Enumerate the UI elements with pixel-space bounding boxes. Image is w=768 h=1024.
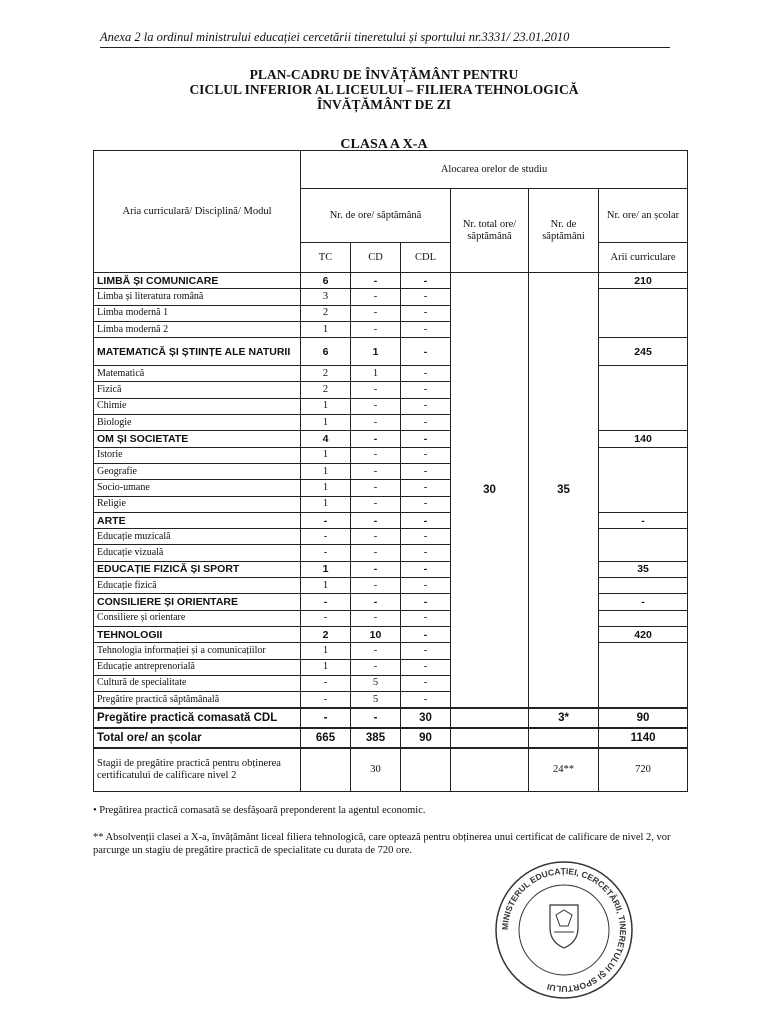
cell-cd: 1	[351, 338, 401, 366]
document-title	[0, 67, 768, 112]
discipline-name: Tehnologia informației și a comunicațiilor	[94, 643, 301, 659]
cell-tc: 1	[301, 415, 351, 431]
discipline-name: Religie	[94, 496, 301, 512]
cell-cdl: -	[401, 480, 451, 496]
cell-cd: 5	[351, 692, 401, 708]
cell-cdl: -	[401, 545, 451, 561]
cell-annual: 140	[599, 431, 688, 447]
cell-tc: -	[301, 512, 351, 528]
cell-cdl: -	[401, 273, 451, 289]
cell-cd: -	[351, 529, 401, 545]
cell-cd: -	[351, 431, 401, 447]
table-row	[94, 529, 688, 545]
cell-annual: 210	[599, 273, 688, 289]
cell-tc: 2	[301, 382, 351, 398]
cell-tc: 1	[301, 643, 351, 659]
total-row-label: Total ore/ an școlar	[94, 728, 301, 748]
cell-cdl: -	[401, 610, 451, 626]
cell-tc: 1	[301, 496, 351, 512]
cell-tc: -	[301, 594, 351, 610]
header-tc: TC	[301, 243, 351, 273]
cell-cdl: -	[401, 675, 451, 691]
cell-cdl: -	[401, 529, 451, 545]
cell-tc: -	[301, 529, 351, 545]
discipline-name: Limba și literatura română	[94, 289, 301, 305]
class-heading: CLASA A X-A	[340, 137, 428, 152]
cell-tc: 6	[301, 338, 351, 366]
title-line-1: PLAN-CADRU DE ÎNVĂȚĂMÂNT PENTRU	[249, 67, 519, 82]
comasata-row	[94, 708, 688, 728]
cell-annual-empty	[599, 643, 688, 708]
cell-annual: 1140	[599, 728, 688, 748]
cell-cd: -	[351, 382, 401, 398]
discipline-name: Limba modernă 1	[94, 305, 301, 321]
cell-tc: 1	[301, 463, 351, 479]
cell-cdl	[401, 748, 451, 792]
annex-reference: Anexa 2 la ordinul ministrului educației cercetării tineretului și sportului nr.3331/ 23.01.2010	[100, 30, 670, 48]
header-aria: Aria curriculară/ Disciplină/ Modul	[94, 151, 301, 273]
cell-tc: 1	[301, 659, 351, 675]
discipline-name: Educație muzicală	[94, 529, 301, 545]
cell-cd: 5	[351, 675, 401, 691]
cell-total	[451, 708, 529, 728]
cell-cdl: -	[401, 496, 451, 512]
cell-cdl: 90	[401, 728, 451, 748]
cell-tc: -	[301, 675, 351, 691]
cell-tc: 3	[301, 289, 351, 305]
cell-cd: -	[351, 289, 401, 305]
discipline-name: Biologie	[94, 415, 301, 431]
cell-cd: -	[351, 610, 401, 626]
discipline-name: EDUCAȚIE FIZICĂ ȘI SPORT	[94, 561, 301, 577]
cell-weeks: 3*	[529, 708, 599, 728]
table-row	[94, 594, 688, 610]
header-cdl: CDL	[401, 243, 451, 273]
table-row	[94, 561, 688, 577]
cell-cd: -	[351, 463, 401, 479]
cell-tc: 1	[301, 321, 351, 337]
cell-tc: 2	[301, 366, 351, 382]
cell-tc: 1	[301, 480, 351, 496]
cell-cd: -	[351, 496, 401, 512]
discipline-name: ARTE	[94, 512, 301, 528]
cell-annual: -	[599, 512, 688, 528]
cell-cdl: -	[401, 366, 451, 382]
cell-cd: -	[351, 398, 401, 414]
cell-tc: 2	[301, 626, 351, 642]
cell-cd: -	[351, 545, 401, 561]
cell-tc: 1	[301, 578, 351, 594]
table-row	[94, 578, 688, 594]
header-nr-ore-an: Nr. ore/ an școlar	[599, 189, 688, 243]
cell-cd: -	[351, 321, 401, 337]
cell-cdl: -	[401, 305, 451, 321]
cell-annual: 90	[599, 708, 688, 728]
header-arii: Arii curriculare	[599, 243, 688, 273]
discipline-name: Limba modernă 2	[94, 321, 301, 337]
table-row	[94, 512, 688, 528]
cell-cdl: 30	[401, 708, 451, 728]
cell-cd: -	[351, 561, 401, 577]
cell-cdl: -	[401, 512, 451, 528]
cell-annual-empty	[599, 529, 688, 562]
discipline-name: TEHNOLOGII	[94, 626, 301, 642]
cell-tc: -	[301, 692, 351, 708]
cell-annual-empty	[599, 447, 688, 512]
cell-tc: -	[301, 708, 351, 728]
header-cd: CD	[351, 243, 401, 273]
cell-cdl: -	[401, 692, 451, 708]
cell-tc: 6	[301, 273, 351, 289]
cell-annual: -	[599, 594, 688, 610]
discipline-name: Pregătire practică săptămânală	[94, 692, 301, 708]
cell-cd: 385	[351, 728, 401, 748]
stagii-row-label: Stagii de pregătire practică pentru obținerea certificatului de calificare nivel 2	[94, 748, 301, 792]
cell-annual: 420	[599, 626, 688, 642]
cell-cd: 30	[351, 748, 401, 792]
merged-weeks: 35	[529, 273, 599, 708]
cell-tc: 2	[301, 305, 351, 321]
cell-cd: -	[351, 708, 401, 728]
cell-cd: -	[351, 480, 401, 496]
cell-cdl: -	[401, 382, 451, 398]
discipline-name: Chimie	[94, 398, 301, 414]
curriculum-table	[93, 150, 688, 792]
cell-cdl: -	[401, 431, 451, 447]
cell-cdl: -	[401, 463, 451, 479]
discipline-name: MATEMATICĂ ȘI ȘTIINȚE ALE NATURII	[94, 338, 301, 366]
cell-tc: 665	[301, 728, 351, 748]
discipline-name: CONSILIERE ȘI ORIENTARE	[94, 594, 301, 610]
discipline-name: Geografie	[94, 463, 301, 479]
header-nr-saptamani: Nr. de săptămâni	[529, 189, 599, 273]
coat-of-arms-icon	[550, 905, 578, 948]
cell-weeks	[529, 728, 599, 748]
table-row	[94, 273, 688, 289]
cell-cd: -	[351, 643, 401, 659]
discipline-name: Matematică	[94, 366, 301, 382]
cell-cd: 10	[351, 626, 401, 642]
header-nr-total: Nr. total ore/ săptămână	[451, 189, 529, 273]
official-stamp	[494, 860, 634, 1000]
comasata-row-label: Pregătire practică comasată CDL	[94, 708, 301, 728]
discipline-name: Socio-umane	[94, 480, 301, 496]
cell-tc: -	[301, 545, 351, 561]
cell-tc: 1	[301, 398, 351, 414]
cell-cdl: -	[401, 594, 451, 610]
cell-cdl: -	[401, 321, 451, 337]
footnotes	[93, 804, 693, 857]
cell-tc: 1	[301, 447, 351, 463]
discipline-name: Educație vizuală	[94, 545, 301, 561]
header-alocarea: Alocarea orelor de studiu	[301, 151, 688, 189]
cell-cd: -	[351, 578, 401, 594]
table-row	[94, 447, 688, 463]
cell-tc: -	[301, 610, 351, 626]
cell-annual-empty	[599, 610, 688, 626]
cell-annual-empty	[599, 366, 688, 431]
cell-weeks: 24**	[529, 748, 599, 792]
discipline-name: Fizică	[94, 382, 301, 398]
table-row	[94, 338, 688, 366]
cell-tc	[301, 748, 351, 792]
cell-cd: -	[351, 594, 401, 610]
total-row	[94, 728, 688, 748]
title-line-3: ÎNVĂȚĂMÂNT DE ZI	[316, 97, 452, 112]
stamp-text: MINISTERUL EDUCAȚIEI, CERCETĂRII, TINERETULUI ȘI SPORTULUI	[499, 865, 629, 995]
table-row	[94, 366, 688, 382]
cell-total	[451, 728, 529, 748]
cell-annual-empty	[599, 578, 688, 594]
discipline-name: LIMBĂ ȘI COMUNICARE	[94, 273, 301, 289]
cell-cdl: -	[401, 398, 451, 414]
header-nr-ore-sapt: Nr. de ore/ săptămână	[301, 189, 451, 243]
cell-annual: 720	[599, 748, 688, 792]
merged-total-hours: 30	[451, 273, 529, 708]
footnote-1: • Pregătirea practică comasată se desfășoară preponderent la agentul economic.	[93, 805, 426, 816]
cell-annual: 245	[599, 338, 688, 366]
cell-cdl: -	[401, 289, 451, 305]
discipline-name: Cultură de specialitate	[94, 675, 301, 691]
cell-cdl: -	[401, 659, 451, 675]
discipline-name: OM ȘI SOCIETATE	[94, 431, 301, 447]
cell-cdl: -	[401, 626, 451, 642]
cell-cd: -	[351, 659, 401, 675]
cell-cdl: -	[401, 415, 451, 431]
cell-cd: -	[351, 447, 401, 463]
cell-annual: 35	[599, 561, 688, 577]
cell-cdl: -	[401, 643, 451, 659]
table-row	[94, 626, 688, 642]
table-row	[94, 289, 688, 305]
stagii-row	[94, 748, 688, 792]
title-line-2: CICLUL INFERIOR AL LICEULUI – FILIERA TEHNOLOGICĂ	[189, 82, 579, 97]
cell-tc: 1	[301, 561, 351, 577]
table-row	[94, 431, 688, 447]
cell-cd: -	[351, 415, 401, 431]
cell-cdl: -	[401, 338, 451, 366]
cell-cd: 1	[351, 366, 401, 382]
table-row	[94, 610, 688, 626]
cell-cdl: -	[401, 561, 451, 577]
discipline-name: Educație antreprenorială	[94, 659, 301, 675]
discipline-name: Consiliere și orientare	[94, 610, 301, 626]
cell-cd: -	[351, 305, 401, 321]
cell-cdl: -	[401, 578, 451, 594]
cell-tc: 4	[301, 431, 351, 447]
table-row	[94, 643, 688, 659]
footnote-2: ** Absolvenții clasei a X-a, învățământ liceal filiera tehnologică, care optează pentru obținerea unui certificat de calificare de nivel 2, vor parcurge un stagiu de pregătire practică de specialitate cu durata de 720 ore.	[93, 832, 671, 856]
cell-cd: -	[351, 273, 401, 289]
discipline-name: Educație fizică	[94, 578, 301, 594]
cell-annual-empty	[599, 289, 688, 338]
cell-total	[451, 748, 529, 792]
discipline-name: Istorie	[94, 447, 301, 463]
cell-cdl: -	[401, 447, 451, 463]
cell-cd: -	[351, 512, 401, 528]
